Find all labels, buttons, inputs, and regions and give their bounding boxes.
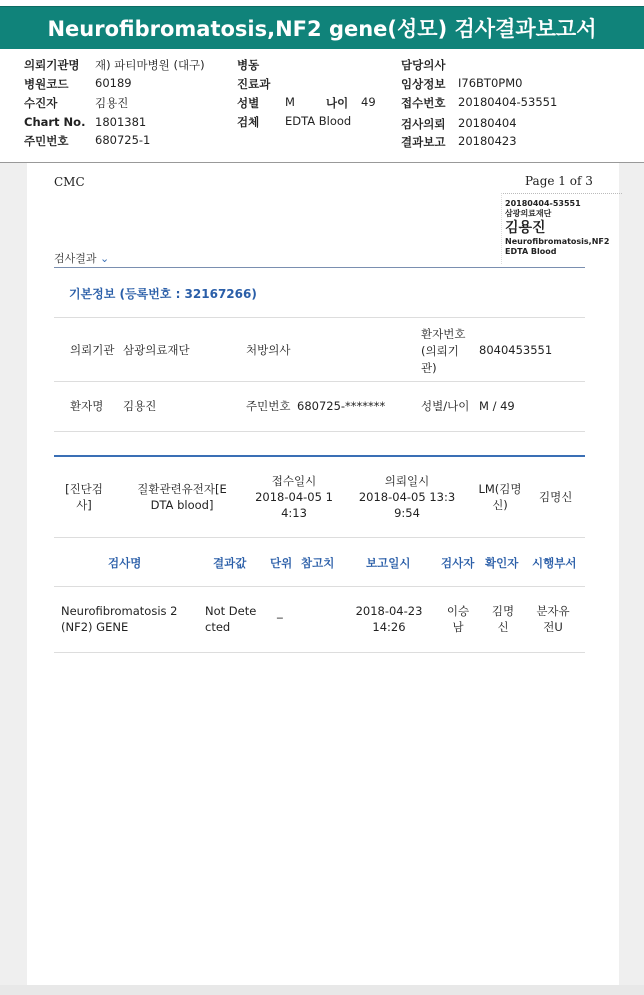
column-header: 참고치 <box>301 556 335 570</box>
info-label: 처방의사 <box>246 343 291 357</box>
diag-text: 접수일시 <box>271 474 317 488</box>
diag-received <box>249 473 339 521</box>
divider <box>54 537 585 538</box>
column-header: 시행부서 <box>532 556 577 570</box>
column-header: 검사명 <box>108 556 142 570</box>
cell-text: cted <box>205 620 231 634</box>
divider <box>54 317 585 318</box>
diag-doctor: 김명신 <box>539 490 573 504</box>
cell-department <box>531 603 575 635</box>
header-value: 20180404 <box>458 116 517 130</box>
info-label: 의뢰기관 <box>70 343 115 357</box>
cell-text: 전U <box>543 620 563 634</box>
header-label: 수진자 <box>24 96 58 110</box>
header-value: 재) 파티마병원 (대구) <box>95 58 205 72</box>
info-label: 환자번호 <box>421 327 466 341</box>
report-title: Neurofibromatosis,NF2 gene(성모) 검사결과보고서 <box>0 6 644 50</box>
header-label: 담당의사 <box>401 58 446 72</box>
header-value: 20180423 <box>458 134 517 148</box>
diag-text: 의뢰일시 <box>384 474 430 488</box>
column-header: 확인자 <box>485 556 519 570</box>
cell-text: 김명 <box>491 604 515 618</box>
info-value: 삼광의료재단 <box>123 343 190 357</box>
cell-text: 14:26 <box>372 620 406 634</box>
label-patient-name: 김용진 <box>505 220 546 236</box>
cell-report-date <box>349 603 429 635</box>
cell-text: Neurofibromatosis 2 <box>61 604 178 618</box>
header-label: 성별 <box>237 96 260 110</box>
column-header: 결과값 <box>213 556 247 570</box>
info-value: 김용진 <box>123 399 157 413</box>
label-specimen: EDTA Blood <box>505 247 557 256</box>
diag-text: 신) <box>492 498 508 512</box>
header-label: 임상정보 <box>401 77 446 91</box>
divider <box>54 455 585 457</box>
diag-text: 질환관련유전자[E <box>137 482 227 496</box>
cell-confirmer <box>485 603 521 635</box>
divider <box>54 652 585 653</box>
diag-category <box>59 481 109 513</box>
header-label: 검사의뢰 <box>401 117 446 131</box>
header-value: 김용진 <box>95 96 129 110</box>
info-label: 환자명 <box>70 399 104 413</box>
info-value: M / 49 <box>479 399 515 413</box>
report-page <box>27 163 619 985</box>
header-value: 680725-1 <box>95 133 151 147</box>
header-info <box>0 49 644 163</box>
header-label: 결과보고 <box>401 135 446 149</box>
diag-test-group <box>127 481 237 513</box>
header-label: 검체 <box>237 115 260 129</box>
diag-text: 9:54 <box>394 506 420 520</box>
chevron-down-icon: ⌄ <box>100 252 110 265</box>
column-header: 단위 <box>270 556 293 570</box>
cell-result <box>205 603 256 635</box>
org-name: CMC <box>54 175 85 189</box>
header-label: 의뢰기관명 <box>24 58 80 72</box>
diag-text: 4:13 <box>281 506 307 520</box>
header-label: 접수번호 <box>401 96 446 110</box>
cell-text: Not Dete <box>205 604 257 618</box>
section-results-toggle[interactable] <box>54 250 109 266</box>
header-value: 1801381 <box>95 115 147 129</box>
info-label: 주민번호 <box>246 399 291 413</box>
label-test: Neurofibromatosis,NF2 <box>505 237 610 246</box>
header-label: 나이 <box>326 96 349 110</box>
header-value: M <box>285 95 295 109</box>
diag-text: DTA blood] <box>150 498 214 512</box>
diag-text: 사] <box>76 498 92 512</box>
divider <box>54 381 585 382</box>
page-bottom <box>0 985 644 995</box>
diag-text: 2018-04-05 13:3 <box>358 490 456 504</box>
basic-info-title: 기본정보 (등록번호 : 32167266) <box>69 287 257 301</box>
diag-text: 2018-04-05 1 <box>255 490 333 504</box>
header-label: 진료과 <box>237 77 271 91</box>
column-header: 검사자 <box>441 556 475 570</box>
diag-lm <box>470 481 530 513</box>
cell-text: 분자유 <box>536 604 570 618</box>
divider <box>54 586 585 587</box>
cell-unit: _ <box>277 605 283 619</box>
divider <box>54 267 585 268</box>
header-label: 주민번호 <box>24 134 69 148</box>
header-value: EDTA Blood <box>285 114 352 128</box>
column-header: 보고일시 <box>366 556 411 570</box>
info-value: 680725-******* <box>297 399 386 413</box>
cell-text: 남 <box>452 620 464 634</box>
cell-text: 신 <box>497 620 509 634</box>
info-label: (의뢰기 <box>421 344 459 358</box>
header-label: 병원코드 <box>24 77 69 91</box>
info-label: 관) <box>421 361 437 375</box>
specimen-label <box>501 193 622 264</box>
info-label: 성별/나이 <box>421 399 470 413</box>
diag-text: [진단검 <box>65 482 103 496</box>
label-lab: 삼광의료재단 <box>505 209 552 218</box>
info-value: 8040453551 <box>479 343 553 357</box>
header-value: I76BT0PM0 <box>458 76 523 90</box>
divider <box>54 431 585 432</box>
page-number: Page 1 of 3 <box>525 174 593 188</box>
cell-test-name <box>61 603 177 635</box>
section-title: 검사결과 <box>54 252 97 265</box>
cell-text: 2018-04-23 <box>355 604 423 618</box>
header-value: 60189 <box>95 76 132 90</box>
diag-requested <box>355 473 459 521</box>
label-accession: 20180404-53551 <box>505 199 581 208</box>
cell-tester <box>440 603 476 635</box>
header-label: 병동 <box>237 58 260 72</box>
cell-text: (NF2) GENE <box>61 620 129 634</box>
header-value: 20180404-53551 <box>458 95 558 109</box>
diag-text: LM(김명 <box>478 482 522 496</box>
cell-text: 이승 <box>446 604 470 618</box>
header-label: Chart No. <box>24 115 86 129</box>
header-value: 49 <box>361 95 376 109</box>
